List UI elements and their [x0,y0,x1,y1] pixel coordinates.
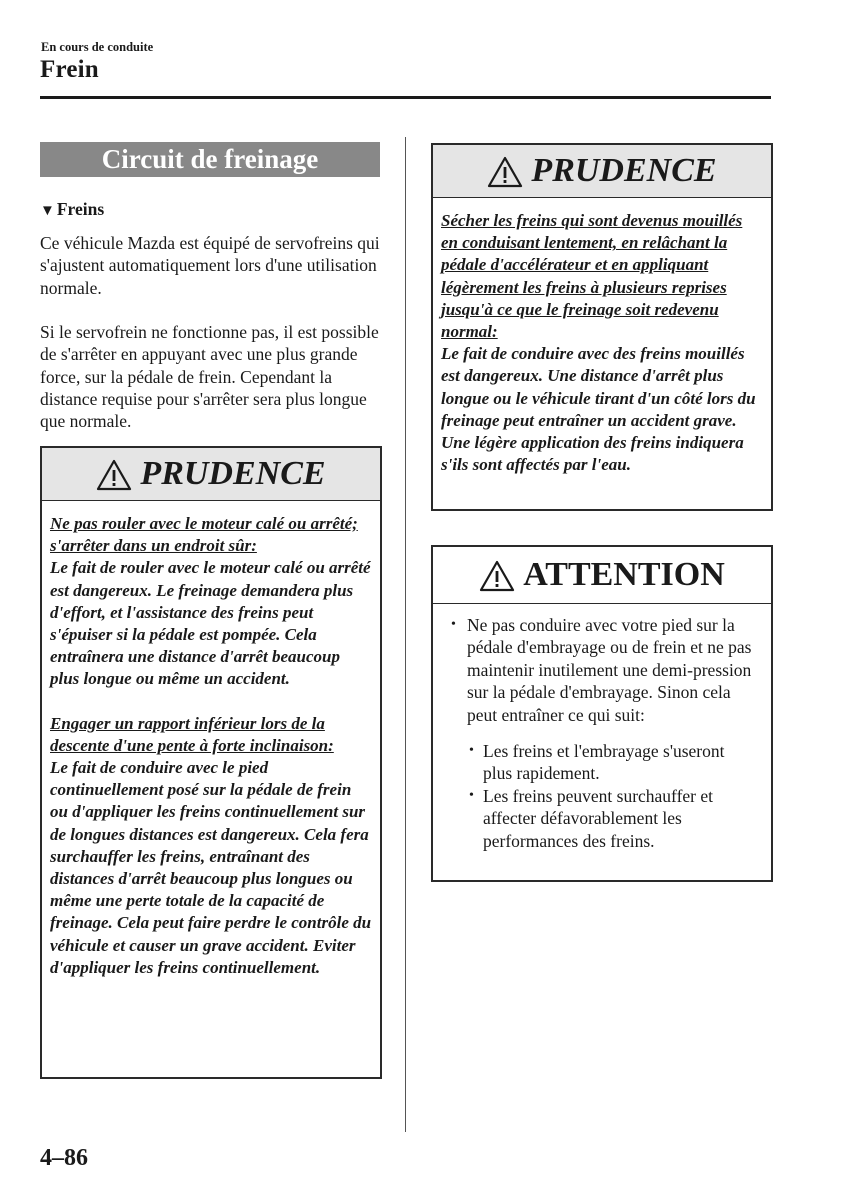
section-title: Frein [40,56,99,83]
caution-text: Le fait de rouler avec le moteur calé ou arrêté est dangereux. Le freinage demandera plus d'effort, et l'assistance des freins peut s'épuiser si la pédale est pompée. Cela entraînera une distance d'arrêt beaucoup plus longue ou même un accident. [50,558,371,689]
caution-lead: Ne pas rouler avec le moteur calé ou arrêté; s'arrêter dans un endroit sûr: [50,514,358,556]
sub-heading [40,199,104,220]
column-divider [405,137,406,1132]
caution-heading: PRUDENCE [140,455,326,492]
caution-box [40,446,382,1079]
caution-text: Le fait de conduire avec le pied continuellement posé sur la pédale de frein ou d'appliquer les freins continuellement sur de longues distances est dangereux. Cela fera surchauffer les freins, entraînant des distances d'arrêt beaucoup plus longues ou même une perte totale de la capacité de freinage. Cela peut faire perdre le contrôle du véhicule et causer un grave accident. Eviter d'appliquer les freins continuellement. [50,758,372,977]
attention-sub-bullet: • Les freins et l'embrayage s'useront plus rapidement. [467,740,757,785]
caution-header [42,448,380,501]
header-rule [40,96,771,99]
body-paragraph: Si le servofrein ne fonctionne pas, il est possible de s'arrêter en appuyant avec une plus grande force, sur la pédale de frein. Cependant la distance requise pour s'arrêter sera plus longue que normale. [40,322,379,432]
section-title-bar: Circuit de freinage [40,142,380,177]
triangle-bullet-icon: ▼ [40,203,55,219]
warning-triangle-icon [487,155,523,189]
attention-heading: ATTENTION [523,556,725,593]
caution-box [431,143,773,511]
caution-heading: PRUDENCE [531,152,717,189]
caution-lead: Engager un rapport inférieur lors de la descente d'une pente à forte inclinaison: [50,713,334,755]
warning-triangle-icon [96,458,132,492]
chapter-label: En cours de conduite [41,40,154,54]
attention-sub-bullet: • Les freins peuvent surchauffer et affecter défavorablement les performances des freins. [467,785,757,852]
caution-block [50,513,372,691]
caution-block [50,713,372,979]
page-number: 4–86 [40,1145,88,1171]
warning-triangle-icon [479,559,515,593]
body-paragraph: Ce véhicule Mazda est équipé de servofreins qui s'ajustent automatiquement lors d'une utilisation normale. [40,233,380,298]
attention-box [431,545,773,882]
attention-bullet-text: Ne pas conduire avec votre pied sur la pédale d'embrayage ou de frein et ne pas maintenir inutilement une demi-pression sur la pédale d'embrayage. Sinon cela peut entraîner ce qui suit: [467,615,752,725]
attention-bullet [449,614,757,852]
sub-heading-label: Freins [56,199,105,219]
caution-header [433,145,771,198]
attention-header [433,547,771,604]
caution-lead: Sécher les freins qui sont devenus mouillés en conduisant lentement, en relâchant la pédale d'accélérateur et en appliquant légèrement les freins à plusieurs reprises jusqu'à ce que le freinage soit redevenu normal: [441,211,743,342]
caution-text: Le fait de conduire avec des freins mouillés est dangereux. Une distance d'arrêt plus longue ou le véhicule tirant d'un côté lors du freinage peut entraîner un accident grave. Une légère application des freins indiquera s'ils sont affectés par l'eau. [441,344,756,475]
